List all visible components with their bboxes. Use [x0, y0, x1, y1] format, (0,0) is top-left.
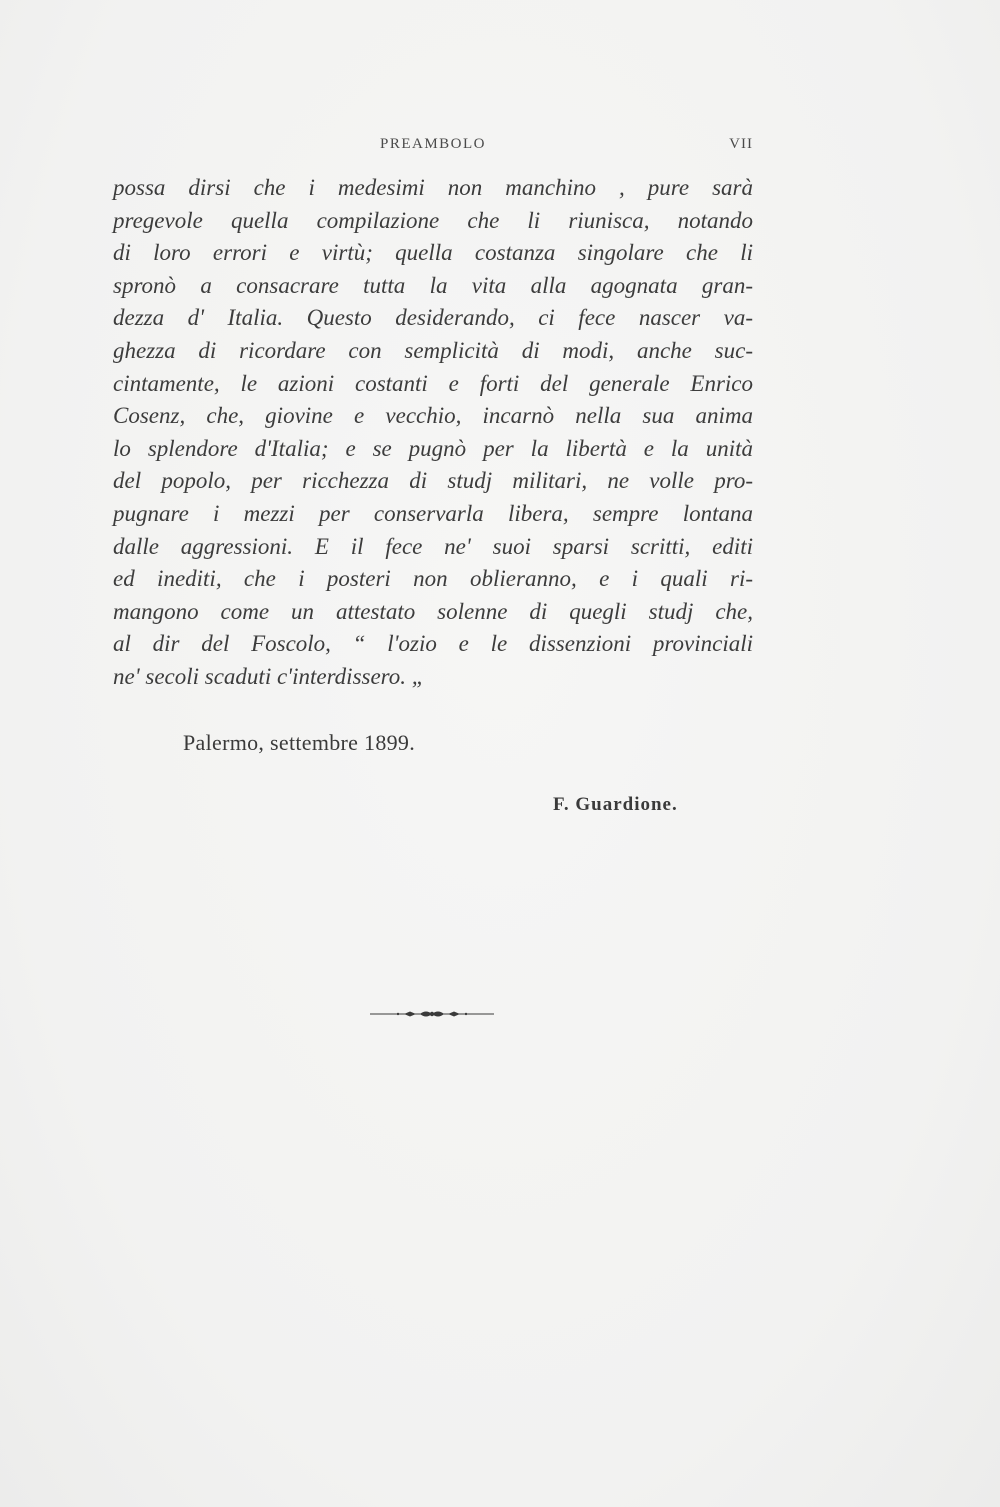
- text-line: mangono come un attestato solenne di quegli studj che,: [113, 598, 753, 624]
- text-line: lo splendore d'Italia; e se pugnò per la libertà e la unità: [113, 435, 753, 461]
- text-line: del popolo, per ricchezza di studj militari, ne volle pro-: [113, 468, 753, 494]
- text-line: al dir del Foscolo, “ l'ozio e le dissenzioni provinciali: [113, 631, 753, 657]
- text-line: ed inediti, che i posteri non oblieranno, e i quali ri-: [113, 566, 753, 592]
- dateline: Palermo, settembre 1899.: [183, 730, 416, 755]
- text-line: pregevole quella compilazione che li riunisca, notando: [113, 207, 753, 233]
- tailpiece-ornament-icon: [370, 1006, 494, 1022]
- text-line: di loro errori e virtù; quella costanza singolare che li: [113, 240, 753, 266]
- running-head: [113, 134, 753, 158]
- running-title: PREAMBOLO: [379, 136, 486, 152]
- text-line: cintamente, le azioni costanti e forti del generale Enrico: [113, 370, 753, 396]
- signature: F. Guardione.: [553, 794, 678, 815]
- text-line: dalle aggressioni. E il fece ne' suoi sparsi scritti, editi: [113, 533, 753, 559]
- text-line: Cosenz, che, giovine e vecchio, incarnò nella sua anima: [113, 403, 753, 429]
- text-line: pugnare i mezzi per conservarla libera, sempre lontana: [113, 500, 753, 526]
- body-paragraph: [113, 172, 753, 694]
- text-line: dezza d' Italia. Questo desiderando, ci fece nascer va-: [113, 305, 753, 331]
- text-line: spronò a consacrare tutta la vita alla agognata gran-: [113, 272, 753, 298]
- text-line: ghezza di ricordare con semplicità di modi, anche suc-: [113, 337, 753, 363]
- text-line: ne' secoli scaduti c'interdissero. „: [113, 663, 425, 689]
- text-line: possa dirsi che i medesimi non manchino , pure sarà: [113, 175, 753, 200]
- page-number: VII: [729, 136, 753, 152]
